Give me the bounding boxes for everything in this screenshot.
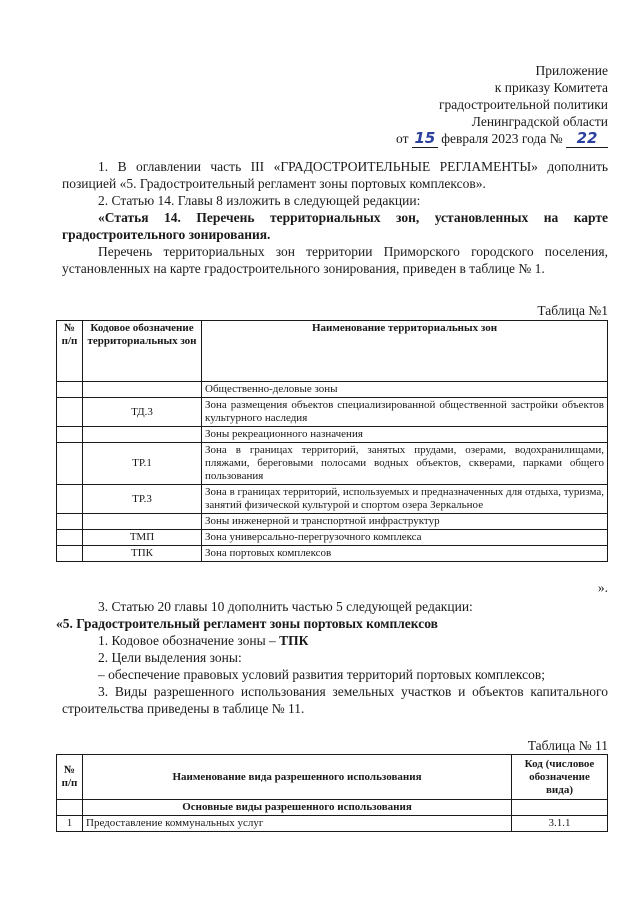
table-row: ТПК Зона портовых комплексов xyxy=(57,546,608,562)
table-row: Зоны рекреационного назначения xyxy=(57,427,608,443)
table-row: ТР.3 Зона в границах территорий, используемых и предназначенных для отдыха, туризма, занятий физической культурой и спортом озера Зеркальное xyxy=(57,485,608,514)
table-header-row xyxy=(57,755,608,800)
table-row: 1 Предоставление коммунальных услуг 3.1.1 xyxy=(57,816,608,832)
table-1-closing-quote: ». xyxy=(597,580,608,595)
table-row: ТД.3 Зона размещения объектов специализированной общественной застройки объектов культурного наследия xyxy=(57,398,608,427)
paragraph-5: 3. Статью 20 главы 10 дополнить частью 5 следующей редакции: xyxy=(98,599,473,614)
paragraph-1: 1. В оглавлении часть III «ГРАДОСТРОИТЕЛЬНЫЕ РЕГЛАМЕНТЫ» дополнить позицией «5. Градостроительный регламент зоны портовых комплексов». xyxy=(62,159,608,191)
handwritten-day: 15 xyxy=(414,129,436,147)
header-name: Наименование территориальных зон xyxy=(202,321,608,382)
paragraph-9: – обеспечение правовых условий развития территорий портовых комплексов; xyxy=(98,667,545,682)
header-line-4: Ленинградской области xyxy=(471,114,608,129)
article-14-title: «Статья 14. Перечень территориальных зон, установленных на карте градостроительного зонирования. xyxy=(62,210,608,242)
header-code: Кодовое обозначение территориальных зон xyxy=(83,321,202,382)
header-line-2: к приказу Комитета xyxy=(494,80,608,95)
date-rest: февраля 2023 года № xyxy=(441,131,563,146)
table-row: ТР.1 Зона в границах территорий, занятых прудами, озерами, водохранилищами, пляжами, береговыми полосами водных объектов, скверами, парками общего пользования xyxy=(57,443,608,485)
header-date-line xyxy=(396,130,608,148)
header-code: Код (числовое обозначение вида) xyxy=(512,755,608,800)
table-row: Зоны инженерной и транспортной инфраструктур xyxy=(57,514,608,530)
table-header-row xyxy=(57,321,608,382)
header-name: Наименование вида разрешенного использования xyxy=(83,755,512,800)
header-num: № п/п xyxy=(57,755,83,800)
date-prefix: от xyxy=(396,131,409,146)
paragraph-10: 3. Виды разрешенного использования земельных участков и объектов капитального строительства приведены в таблице № 11. xyxy=(62,684,608,716)
zones-table xyxy=(56,320,608,562)
header-line-3: градостроительной политики xyxy=(438,97,608,112)
permitted-use-table xyxy=(56,754,608,832)
table-group-row xyxy=(57,800,608,816)
zone-code: ТПК xyxy=(279,633,309,648)
appendix-header xyxy=(396,62,608,148)
zone-code-label: 1. Кодовое обозначение зоны – xyxy=(98,633,276,648)
table-1-caption: Таблица №1 xyxy=(537,303,608,318)
paragraph-4: Перечень территориальных зон территории Приморского городского поселения, установленных на карте градостроительного зонирования, приведен в таблице № 1. xyxy=(62,244,608,276)
table-row: Общественно-деловые зоны xyxy=(57,382,608,398)
paragraph-7 xyxy=(62,632,608,649)
handwritten-number: 22 xyxy=(576,129,598,147)
regulation-title: «5. Градостроительный регламент зоны портовых комплексов xyxy=(56,616,438,631)
table-11-caption: Таблица № 11 xyxy=(527,738,608,753)
paragraph-8: 2. Цели выделения зоны: xyxy=(98,650,242,665)
group-label: Основные виды разрешенного использования xyxy=(83,800,512,816)
header-num: № п/п xyxy=(57,321,83,382)
section-3-paragraphs xyxy=(56,598,608,717)
table-row: ТМП Зона универсально-перегрузочного комплекса xyxy=(57,530,608,546)
intro-paragraphs xyxy=(62,158,608,277)
header-line-1: Приложение xyxy=(535,63,608,78)
paragraph-2: 2. Статью 14. Главы 8 изложить в следующей редакции: xyxy=(98,193,421,208)
